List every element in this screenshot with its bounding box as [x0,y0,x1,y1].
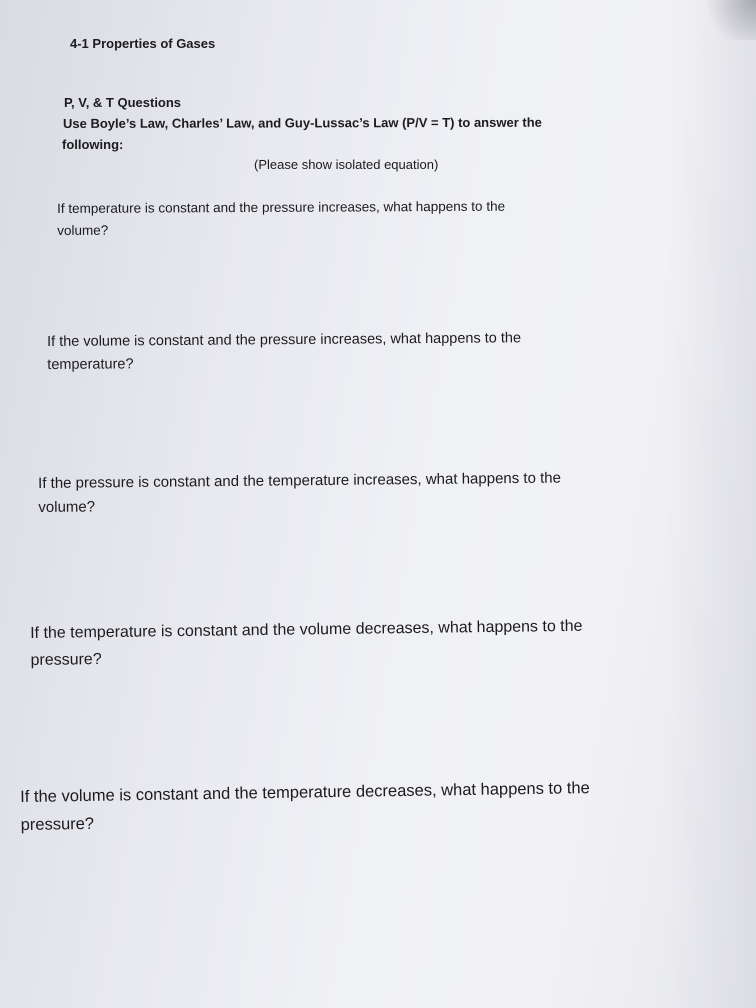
question-2-line-2: temperature? [47,356,134,373]
worksheet-title: 4-1 Properties of Gases [70,36,216,51]
question-3 [38,467,561,520]
question-1-line-2: volume? [57,222,109,238]
paper-edge-shadow [666,0,756,1008]
question-5 [20,774,590,839]
corner-shadow [696,0,756,40]
question-4 [30,613,583,674]
instructions-note: (Please show isolated equation) [254,157,439,172]
question-1-line-1: If temperature is constant and the pressure increases, what happens to the [57,198,506,216]
question-4-line-2: pressure? [30,651,102,669]
instructions-line-1: Use Boyle’s Law, Charles’ Law, and Guy-Lussac’s Law (P/V = T) to answer the [62,114,542,131]
question-1 [57,196,505,242]
question-3-line-2: volume? [38,498,96,516]
question-5-line-1: If the volume is constant and the temperature decreases, what happens to the [20,779,590,806]
question-5-line-2: pressure? [20,814,95,834]
question-3-line-1: If the pressure is constant and the temperature increases, what happens to the [38,469,561,492]
worksheet-subtitle: P, V, & T Questions [64,95,182,110]
question-2 [47,327,521,377]
question-2-line-1: If the volume is constant and the pressure increases, what happens to the [47,330,522,350]
instructions-line-2: following: [62,137,124,152]
question-4-line-1: If the temperature is constant and the volume decreases, what happens to the [30,617,583,642]
